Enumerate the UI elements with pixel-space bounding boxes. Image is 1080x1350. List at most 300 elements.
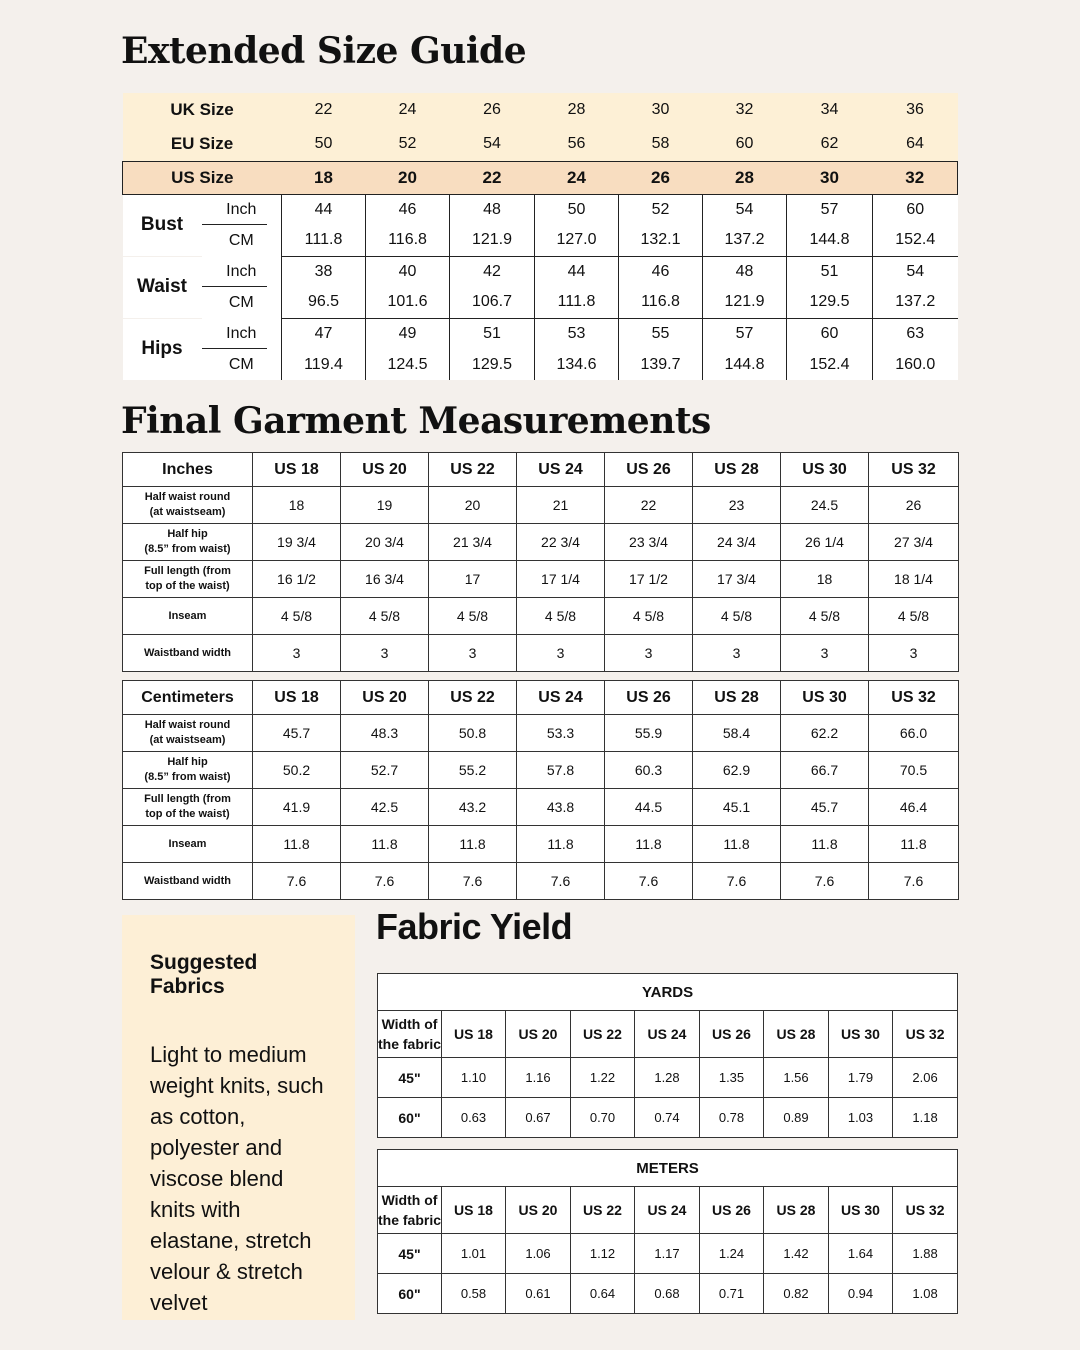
width-header-line: Width of [381, 1192, 438, 1208]
size-value: 24 [535, 161, 619, 194]
garment-value: 41.9 [253, 789, 341, 826]
garment-value: 4 5/8 [693, 598, 781, 635]
size-value: 58 [619, 127, 703, 161]
size-column-header: US 32 [893, 1187, 958, 1234]
yield-header-row [378, 1187, 958, 1234]
size-column-header: US 24 [517, 681, 605, 715]
garment-unit-header: Inches [123, 453, 253, 487]
garment-value: 4 5/8 [869, 598, 959, 635]
measure-cm-value: 116.8 [619, 287, 703, 318]
garment-row [123, 752, 959, 789]
garment-value: 24 3/4 [693, 524, 781, 561]
garment-row-label [123, 826, 253, 863]
yield-value: 0.70 [571, 1098, 635, 1138]
garment-value: 21 [517, 487, 605, 524]
measure-inch-value: 49 [366, 318, 450, 349]
garment-value: 19 3/4 [253, 524, 341, 561]
garment-value: 21 3/4 [429, 524, 517, 561]
garment-row-label [123, 561, 253, 598]
suggested-fabrics-panel [122, 915, 355, 1320]
width-of-fabric-header [378, 1011, 442, 1058]
measure-name: Hips [123, 318, 202, 380]
size-value: 22 [450, 161, 535, 194]
measure-cm-value: 137.2 [703, 225, 787, 256]
yield-value: 0.89 [764, 1098, 829, 1138]
garment-inches-table [122, 452, 959, 672]
size-value: 32 [873, 161, 958, 194]
size-column-header: US 20 [506, 1187, 571, 1234]
garment-value: 20 3/4 [341, 524, 429, 561]
garment-row-label-line: Full length (from [144, 565, 231, 577]
garment-value: 3 [693, 635, 781, 672]
garment-value: 60.3 [605, 752, 693, 789]
size-value: 32 [703, 93, 787, 127]
yield-value: 1.22 [571, 1058, 635, 1098]
garment-value: 11.8 [341, 826, 429, 863]
size-column-header: US 28 [764, 1011, 829, 1058]
size-value: 28 [703, 161, 787, 194]
garment-value: 3 [341, 635, 429, 672]
garment-value: 19 [341, 487, 429, 524]
size-value: 22 [282, 93, 366, 127]
measure-inch-value: 54 [703, 194, 787, 225]
yield-value: 1.88 [893, 1234, 958, 1274]
yield-row [378, 1098, 958, 1138]
yield-value: 1.18 [893, 1098, 958, 1138]
garment-value: 48.3 [341, 715, 429, 752]
yield-row [378, 1234, 958, 1274]
measure-inch-value: 42 [450, 256, 535, 287]
size-guide-title: Extended Size Guide [121, 30, 527, 72]
measure-cm-value: 144.8 [703, 349, 787, 380]
garment-value: 17 3/4 [693, 561, 781, 598]
yield-value: 1.01 [442, 1234, 506, 1274]
unit-cm-label: CM [202, 287, 282, 318]
garment-value: 45.1 [693, 789, 781, 826]
garment-cm-table [122, 680, 959, 900]
yield-header-row [378, 1011, 958, 1058]
measure-cm-value: 152.4 [873, 225, 958, 256]
garment-value: 62.2 [781, 715, 869, 752]
garment-row-label-line: (at waistseam) [149, 734, 226, 746]
yield-value: 0.82 [764, 1274, 829, 1314]
garment-value: 70.5 [869, 752, 959, 789]
garment-value: 18 [781, 561, 869, 598]
garment-value: 44.5 [605, 789, 693, 826]
garment-value: 11.8 [693, 826, 781, 863]
garment-value: 16 1/2 [253, 561, 341, 598]
unit-cm-label: CM [202, 349, 282, 380]
measure-inch-value: 60 [873, 194, 958, 225]
size-value: 56 [535, 127, 619, 161]
size-system-row [123, 127, 958, 161]
garment-value: 11.8 [605, 826, 693, 863]
garment-value: 4 5/8 [517, 598, 605, 635]
measure-cm-value: 129.5 [450, 349, 535, 380]
yield-value: 0.64 [571, 1274, 635, 1314]
garment-row-label-line: Half hip [167, 528, 208, 540]
measure-name: Waist [123, 256, 202, 318]
garment-value: 3 [429, 635, 517, 672]
measure-cm-value: 129.5 [787, 287, 873, 318]
unit-inch-label: Inch [202, 194, 282, 225]
yield-value: 1.08 [893, 1274, 958, 1314]
yield-value: 1.24 [700, 1234, 764, 1274]
measure-inch-value: 53 [535, 318, 619, 349]
measure-inch-value: 48 [703, 256, 787, 287]
garment-value: 53.3 [517, 715, 605, 752]
measure-inch-value: 51 [787, 256, 873, 287]
yield-caption-row [378, 974, 958, 1011]
fabric-width: 45" [378, 1058, 442, 1098]
garment-value: 7.6 [781, 863, 869, 900]
garment-value: 7.6 [517, 863, 605, 900]
yield-row [378, 1058, 958, 1098]
measure-cm-value: 134.6 [535, 349, 619, 380]
size-column-header: US 20 [341, 453, 429, 487]
size-column-header: US 32 [869, 681, 959, 715]
garment-row-label [123, 752, 253, 789]
yield-caption: YARDS [378, 974, 958, 1011]
measure-inch-value: 44 [535, 256, 619, 287]
yield-value: 1.64 [829, 1234, 893, 1274]
measure-cm-row [123, 349, 958, 380]
measure-inch-value: 52 [619, 194, 703, 225]
width-of-fabric-header [378, 1187, 442, 1234]
size-guide-table [122, 93, 958, 381]
yield-meters-table [377, 1149, 958, 1314]
garment-row [123, 635, 959, 672]
unit-inch-label: Inch [202, 256, 282, 287]
garment-value: 57.8 [517, 752, 605, 789]
garment-row-label-line: Waistband width [144, 874, 231, 887]
garment-value: 17 [429, 561, 517, 598]
size-column-header: US 18 [253, 453, 341, 487]
size-value: 54 [450, 127, 535, 161]
size-column-header: US 30 [781, 453, 869, 487]
size-column-header: US 22 [429, 681, 517, 715]
measure-inch-value: 63 [873, 318, 958, 349]
measure-cm-value: 121.9 [703, 287, 787, 318]
measure-name: Bust [123, 194, 202, 256]
garment-value: 24.5 [781, 487, 869, 524]
garment-value: 55.9 [605, 715, 693, 752]
garment-value: 3 [781, 635, 869, 672]
garment-row-label [123, 715, 253, 752]
size-column-header: US 24 [635, 1187, 700, 1234]
garment-row [123, 561, 959, 598]
garment-value: 3 [253, 635, 341, 672]
measure-cm-value: 132.1 [619, 225, 703, 256]
size-column-header: US 28 [764, 1187, 829, 1234]
yield-value: 2.06 [893, 1058, 958, 1098]
garment-value: 7.6 [605, 863, 693, 900]
yield-value: 1.35 [700, 1058, 764, 1098]
yield-value: 1.28 [635, 1058, 700, 1098]
measure-cm-value: 152.4 [787, 349, 873, 380]
garment-value: 7.6 [693, 863, 781, 900]
garment-row [123, 863, 959, 900]
garment-value: 4 5/8 [429, 598, 517, 635]
measure-cm-value: 124.5 [366, 349, 450, 380]
size-value: 26 [450, 93, 535, 127]
size-value: 30 [619, 93, 703, 127]
garment-header-row [123, 681, 959, 715]
size-column-header: US 22 [571, 1187, 635, 1234]
garment-value: 43.8 [517, 789, 605, 826]
garment-value: 3 [517, 635, 605, 672]
yield-value: 1.10 [442, 1058, 506, 1098]
garment-row [123, 826, 959, 863]
measure-cm-value: 111.8 [282, 225, 366, 256]
garment-value: 11.8 [253, 826, 341, 863]
garment-value: 22 3/4 [517, 524, 605, 561]
measure-cm-value: 139.7 [619, 349, 703, 380]
garment-row-label-line: Half hip [167, 756, 208, 768]
measure-cm-value: 160.0 [873, 349, 958, 380]
garment-value: 26 1/4 [781, 524, 869, 561]
measure-cm-value: 127.0 [535, 225, 619, 256]
garment-value: 17 1/2 [605, 561, 693, 598]
size-value: 30 [787, 161, 873, 194]
garment-row-label-line: top of the waist) [145, 808, 230, 820]
garment-value: 17 1/4 [517, 561, 605, 598]
garment-row-label-line: (at waistseam) [149, 506, 226, 518]
size-column-header: US 22 [429, 453, 517, 487]
measure-inch-value: 47 [282, 318, 366, 349]
garment-value: 23 3/4 [605, 524, 693, 561]
measure-inch-value: 51 [450, 318, 535, 349]
size-column-header: US 28 [693, 681, 781, 715]
fabric-yield-title: Fabric Yield [376, 906, 573, 947]
garment-value: 46.4 [869, 789, 959, 826]
garment-row [123, 524, 959, 561]
measure-inch-value: 38 [282, 256, 366, 287]
size-value: 50 [282, 127, 366, 161]
measure-inch-value: 46 [366, 194, 450, 225]
width-header-line: the fabric [378, 1212, 442, 1228]
measure-cm-value: 119.4 [282, 349, 366, 380]
measure-inch-row [123, 256, 958, 287]
size-value: 62 [787, 127, 873, 161]
garment-row [123, 487, 959, 524]
measure-inch-value: 60 [787, 318, 873, 349]
fabric-width: 45" [378, 1234, 442, 1274]
garment-row-label-line: Inseam [168, 609, 207, 622]
yield-value: 0.58 [442, 1274, 506, 1314]
size-column-header: US 26 [700, 1011, 764, 1058]
suggested-fabrics-text: Light to medium weight knits, such as cotton, polyester and viscose blend knits with elastane, stretch velour & stretch velvet [150, 1042, 324, 1315]
size-column-header: US 24 [517, 453, 605, 487]
garment-value: 7.6 [429, 863, 517, 900]
size-column-header: US 26 [700, 1187, 764, 1234]
measure-inch-value: 55 [619, 318, 703, 349]
garment-title: Final Garment Measurements [121, 400, 711, 442]
size-column-header: US 20 [341, 681, 429, 715]
garment-value: 45.7 [781, 789, 869, 826]
measure-inch-row [123, 194, 958, 225]
measure-cm-value: 137.2 [873, 287, 958, 318]
garment-value: 27 3/4 [869, 524, 959, 561]
garment-value: 4 5/8 [781, 598, 869, 635]
garment-row-label [123, 635, 253, 672]
garment-value: 50.8 [429, 715, 517, 752]
yield-value: 1.16 [506, 1058, 571, 1098]
yield-value: 0.71 [700, 1274, 764, 1314]
size-value: 60 [703, 127, 787, 161]
garment-value: 20 [429, 487, 517, 524]
measure-inch-value: 44 [282, 194, 366, 225]
measure-cm-value: 111.8 [535, 287, 619, 318]
garment-value: 62.9 [693, 752, 781, 789]
garment-row-label [123, 789, 253, 826]
garment-unit-header: Centimeters [123, 681, 253, 715]
measure-cm-row [123, 225, 958, 256]
garment-value: 45.7 [253, 715, 341, 752]
garment-row-label-line: Full length (from [144, 793, 231, 805]
measure-inch-value: 40 [366, 256, 450, 287]
garment-value: 52.7 [341, 752, 429, 789]
size-column-header: US 24 [635, 1011, 700, 1058]
garment-row [123, 598, 959, 635]
yield-value: 0.61 [506, 1274, 571, 1314]
measure-cm-value: 106.7 [450, 287, 535, 318]
garment-value: 11.8 [869, 826, 959, 863]
size-system-label: UK Size [123, 93, 282, 127]
garment-value: 43.2 [429, 789, 517, 826]
width-header-line: the fabric [378, 1036, 442, 1052]
size-value: 28 [535, 93, 619, 127]
size-value: 26 [619, 161, 703, 194]
garment-row-label-line: (8.5” from waist) [144, 771, 231, 783]
size-column-header: US 22 [571, 1011, 635, 1058]
yield-yards-table [377, 973, 958, 1138]
garment-value: 3 [605, 635, 693, 672]
size-value: 18 [282, 161, 366, 194]
garment-value: 66.7 [781, 752, 869, 789]
garment-value: 55.2 [429, 752, 517, 789]
garment-row-label [123, 524, 253, 561]
unit-cm-label: CM [202, 225, 282, 256]
garment-row [123, 789, 959, 826]
garment-value: 7.6 [253, 863, 341, 900]
yield-value: 0.74 [635, 1098, 700, 1138]
size-column-header: US 20 [506, 1011, 571, 1058]
size-column-header: US 32 [869, 453, 959, 487]
yield-value: 1.06 [506, 1234, 571, 1274]
size-column-header: US 18 [442, 1011, 506, 1058]
yield-value: 1.79 [829, 1058, 893, 1098]
yield-value: 1.42 [764, 1234, 829, 1274]
garment-row-label-line: Waistband width [144, 646, 231, 659]
garment-value: 18 1/4 [869, 561, 959, 598]
yield-value: 0.63 [442, 1098, 506, 1138]
garment-row-label-line: Half waist round [144, 491, 231, 503]
measure-inch-value: 54 [873, 256, 958, 287]
measure-cm-value: 121.9 [450, 225, 535, 256]
size-system-label: US Size [123, 161, 282, 194]
garment-value: 42.5 [341, 789, 429, 826]
garment-row-label-line: (8.5” from waist) [144, 543, 231, 555]
garment-value: 7.6 [341, 863, 429, 900]
size-system-row [123, 93, 958, 127]
size-value: 36 [873, 93, 958, 127]
yield-row [378, 1274, 958, 1314]
garment-value: 16 3/4 [341, 561, 429, 598]
size-system-label: EU Size [123, 127, 282, 161]
garment-row-label-line: Half waist round [144, 719, 231, 731]
size-column-header: US 32 [893, 1011, 958, 1058]
yield-caption: METERS [378, 1150, 958, 1187]
size-value: 64 [873, 127, 958, 161]
yield-value: 0.68 [635, 1274, 700, 1314]
size-column-header: US 30 [829, 1011, 893, 1058]
measure-cm-value: 116.8 [366, 225, 450, 256]
size-column-header: US 26 [605, 681, 693, 715]
yield-caption-row [378, 1150, 958, 1187]
garment-value: 18 [253, 487, 341, 524]
yield-value: 0.94 [829, 1274, 893, 1314]
measure-inch-value: 46 [619, 256, 703, 287]
garment-header-row [123, 453, 959, 487]
size-value: 52 [366, 127, 450, 161]
size-value: 24 [366, 93, 450, 127]
size-column-header: US 30 [781, 681, 869, 715]
yield-value: 1.17 [635, 1234, 700, 1274]
garment-value: 26 [869, 487, 959, 524]
measure-inch-value: 57 [787, 194, 873, 225]
measure-cm-value: 144.8 [787, 225, 873, 256]
garment-value: 3 [869, 635, 959, 672]
garment-value: 4 5/8 [605, 598, 693, 635]
yield-value: 0.67 [506, 1098, 571, 1138]
suggested-fabrics-heading: Suggested Fabrics [150, 951, 258, 998]
garment-value: 11.8 [429, 826, 517, 863]
garment-row-label [123, 863, 253, 900]
measure-inch-row [123, 318, 958, 349]
size-column-header: US 18 [442, 1187, 506, 1234]
measure-cm-row [123, 287, 958, 318]
garment-value: 11.8 [781, 826, 869, 863]
size-value: 34 [787, 93, 873, 127]
garment-value: 4 5/8 [341, 598, 429, 635]
size-system-row [123, 161, 958, 194]
size-column-header: US 28 [693, 453, 781, 487]
garment-value: 66.0 [869, 715, 959, 752]
yield-value: 0.78 [700, 1098, 764, 1138]
measure-inch-value: 57 [703, 318, 787, 349]
garment-row [123, 715, 959, 752]
measure-cm-value: 96.5 [282, 287, 366, 318]
garment-row-label-line: Inseam [168, 837, 207, 850]
measure-inch-value: 48 [450, 194, 535, 225]
fabric-width: 60" [378, 1274, 442, 1314]
garment-value: 50.2 [253, 752, 341, 789]
yield-value: 1.12 [571, 1234, 635, 1274]
garment-value: 22 [605, 487, 693, 524]
yield-value: 1.03 [829, 1098, 893, 1138]
width-header-line: Width of [381, 1016, 438, 1032]
garment-value: 7.6 [869, 863, 959, 900]
garment-value: 4 5/8 [253, 598, 341, 635]
garment-row-label-line: top of the waist) [145, 580, 230, 592]
garment-value: 23 [693, 487, 781, 524]
yield-value: 1.56 [764, 1058, 829, 1098]
size-column-header: US 26 [605, 453, 693, 487]
size-column-header: US 30 [829, 1187, 893, 1234]
size-column-header: US 18 [253, 681, 341, 715]
garment-value: 58.4 [693, 715, 781, 752]
